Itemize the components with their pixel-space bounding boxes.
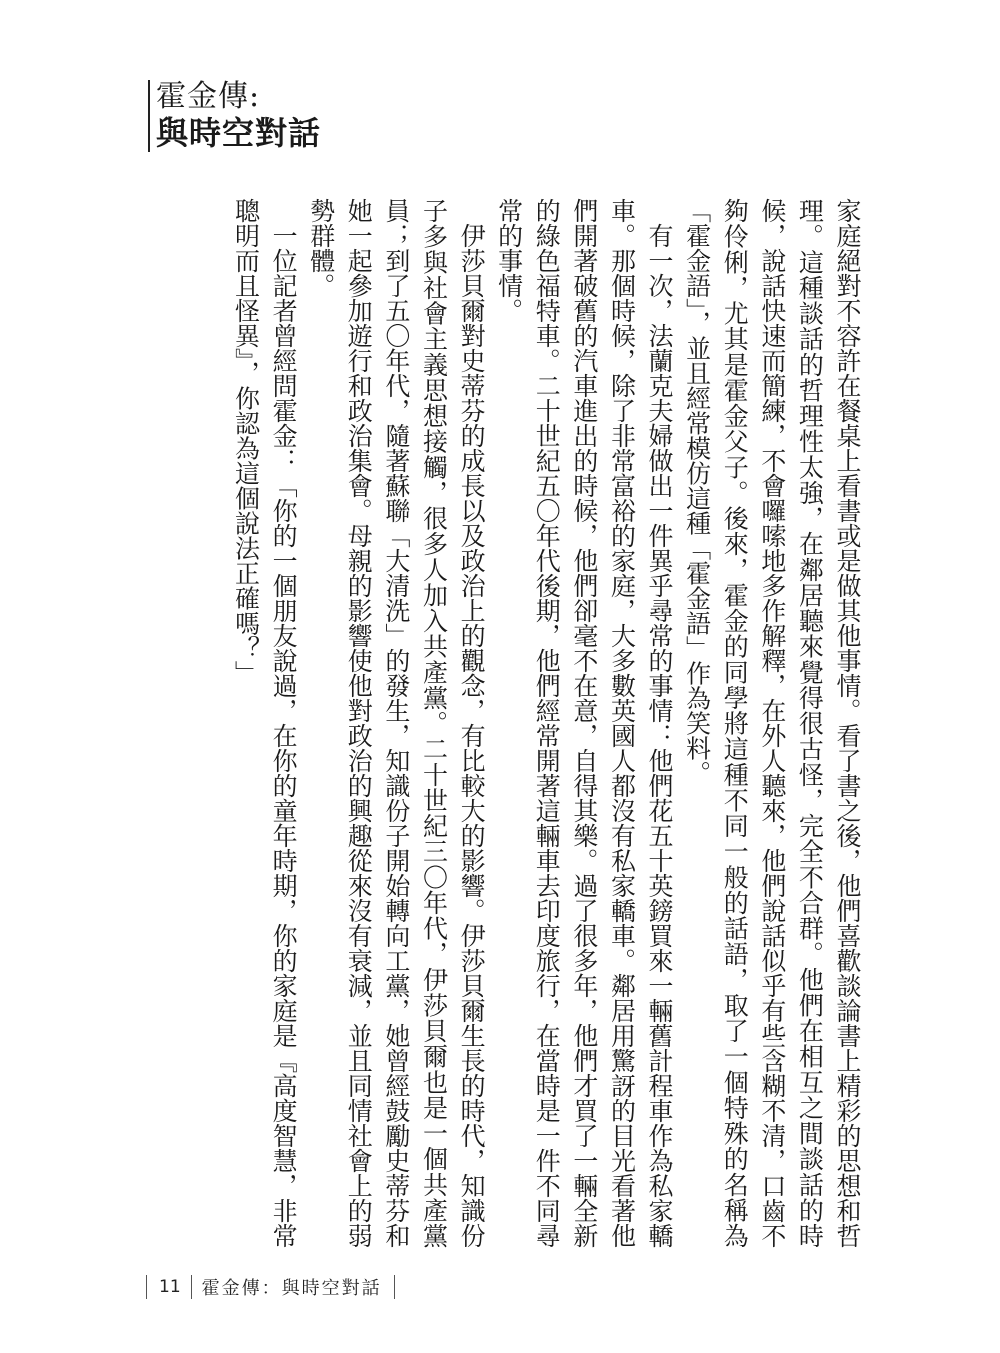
book-title-line1: 霍金傳: (156, 79, 261, 114)
page-footer (146, 1272, 395, 1302)
footer-book-title: 霍金傳：與時空對話 (201, 1278, 382, 1299)
running-header (148, 80, 321, 152)
page-number: 11 (159, 1277, 181, 1297)
paragraph: 家庭絕對不容許在餐桌上看書或是做其他事情。看了書之後，他們喜歡談論書上精彩的思想和哲理。這種談話的哲理性太強，在鄰居聽來覺得很古怪，完全不合群。他們在相互之間談話的時候，說話快速而簡練，不會囉嗦地多作解釋，在外人聽來，他們說話似乎有些含糊不清，口齒不夠伶俐，尤其是霍金父子。後來，霍金的同學將這種不同一般的話語，取了一個特殊的名稱為「霍金語」，並且經常模仿這種「霍金語」作為笑料。 (682, 198, 862, 1248)
book-title-line2: 與時空對話 (156, 114, 322, 152)
paragraph: 有一次，法蘭克夫婦做出一件異乎尋常的事情：他們花五十英鎊買來一輛舊計程車作為私家轎車。那個時候，除了非常富裕的家庭，大多數英國人都沒有私家轎車。鄰居用驚訝的目光看著他們開著破舊的汽車進出的時候，他們卻毫不在意，自得其樂。過了很多年，他們才買了一輛全新的綠色福特車。二十世紀五〇年代後期，他們經常開著這輛車去印度旅行，在當時是一件不同尋常的事情。 (494, 198, 675, 1248)
vertical-body-text (176, 198, 866, 1248)
paragraph: 伊莎貝爾對史蒂芬的成長以及政治上的觀念，有比較大的影響。伊莎貝爾生長的時代，知識份子多與社會主義思想接觸，很多人加入共產黨。二十世紀三〇年代，伊莎貝爾也是一個共產黨員；到了五〇年代，隨著蘇聯「大清洗」的發生，知識份子開始轉向工黨，她曾經鼓勵史蒂芬和她一起參加遊行和政治集會。母親的影響使他對政治的興趣從來沒有衰減，並且同情社會上的弱勢群體。 (306, 198, 487, 1248)
paragraph: 一位記者曾經問霍金：「你的一個朋友說過，在你的童年時期，你的家庭是『高度智慧，非常聰明而且怪異』，你認為這個說法正確嗎？」 (231, 198, 299, 1248)
footer-divider (394, 1275, 395, 1299)
